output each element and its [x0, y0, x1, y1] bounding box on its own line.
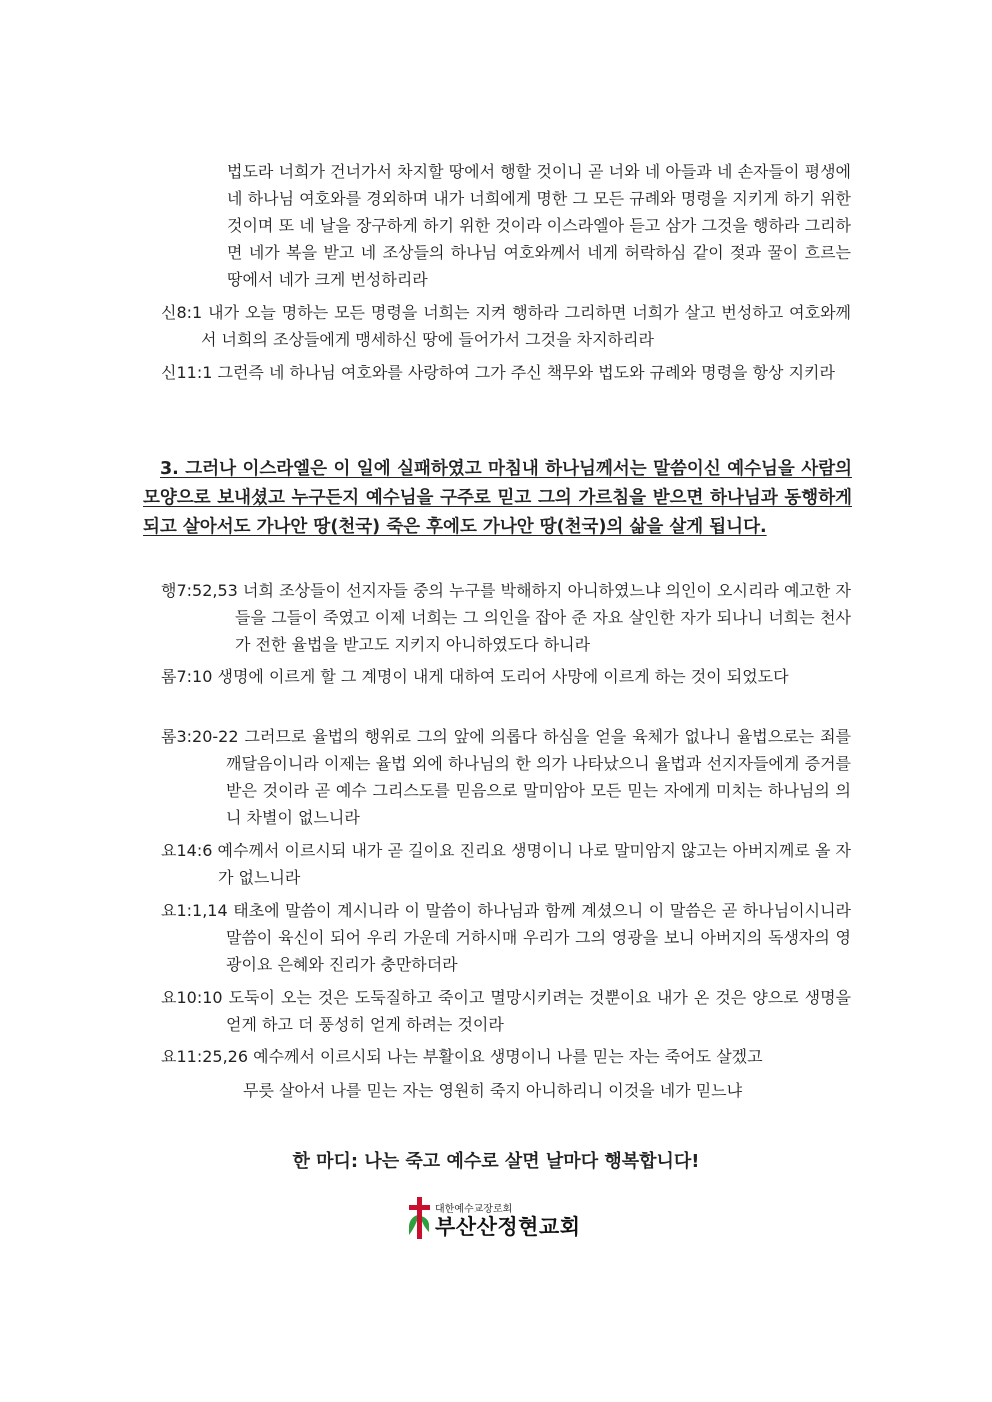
verse-ref: 롬7:10	[161, 667, 213, 686]
verse-ref: 요10:10	[161, 988, 223, 1007]
verse-text: 태초에 말씀이 계시니라 이 말씀이 하나님과 함께 계셨으니 이 말씀은 곧 하나님이시니라 말씀이 육신이 되어 우리 가운데 거하시매 우리가 그의 영광을 보니 아버지의 독생자의 영광이요 은혜와 진리가 충만하더라	[226, 901, 851, 974]
verse-ref: 요11:25,26	[161, 1047, 249, 1066]
verse-text: 예수께서 이르시되 내가 곧 길이요 진리요 생명이니 나로 말미암지 않고는 아버지께로 올 자가 없느니라	[217, 841, 851, 887]
verse-text: 생명에 이르게 할 그 계명이 내게 대하여 도리어 사망에 이르게 하는 것이 되었도다	[217, 667, 789, 686]
verse-john-10-10	[161, 984, 851, 1038]
verse-text: 도둑이 오는 것은 도둑질하고 죽이고 멸망시키려는 것뿐이요 내가 온 것은 양으로 생명을 얻게 하고 더 풍성히 얻게 하려는 것이라	[226, 988, 851, 1034]
verse-ref: 행7:52,53	[161, 581, 238, 600]
verse-john-1-1	[161, 897, 851, 978]
verse-acts-7-52	[161, 577, 851, 658]
verse-ref: 요1:1,14	[161, 901, 228, 920]
continuation-paragraph: 법도라 너희가 건너가서 차지할 땅에서 행할 것이니 곧 너와 네 아들과 네 손자들이 평생에 네 하나님 여호와를 경외하며 내가 너희에게 명한 그 모든 규례와 명령을 지키게 하기 위한 것이며 또 네 날을 장구하게 하기 위한 것이라 이스라엘아 듣고 삼가 그것을 행하라 그리하면 네가 복을 받고 네 조상들의 하나님 여호와께서 네게 허락하심 같이 젖과 꿀이 흐르는 땅에서 네가 크게 번성하리라	[227, 162, 851, 289]
logo-church-name: 부산산정현교회	[435, 1215, 581, 1239]
verse-ref: 요14:6	[161, 841, 213, 860]
verse-text: 예수께서 이르시되 나는 부활이요 생명이니 나를 믿는 자는 죽어도 살겠고	[253, 1047, 763, 1066]
verse-ref: 신8:1	[161, 303, 203, 322]
verse-text: 그런즉 네 하나님 여호와를 사랑하여 그가 주신 책무와 법도와 규례와 명령을 항상 지키라	[217, 363, 835, 382]
verse-deut-8-1	[161, 299, 851, 353]
verse-john-11-26-line: 무릇 살아서 나를 믿는 자는 영원히 죽지 아니하리니 이것을 네가 믿느냐	[243, 1081, 743, 1100]
verse-john-11-25	[161, 1043, 851, 1070]
church-logo	[405, 1195, 605, 1243]
cross-leaf-icon	[405, 1197, 433, 1241]
verse-rom-7-10	[161, 663, 851, 690]
verse-rom-3-20	[161, 723, 851, 831]
verse-ref: 신11:1	[161, 363, 213, 382]
verse-text: 너희 조상들이 선지자들 중의 누구를 박해하지 아니하였느냐 의인이 오시리라 예고한 자들을 그들이 죽였고 이제 너희는 그 의인을 잡아 준 자요 살인한 자가 되나니 너희는 천사가 전한 율법을 받고도 지키지 아니하였도다 하니라	[235, 581, 852, 654]
logo-denomination: 대한예수교장로회	[435, 1204, 513, 1215]
verse-ref: 롬3:20-22	[161, 727, 239, 746]
verse-text: 그러므로 율법의 행위로 그의 앞에 의롭다 하심을 얻을 육체가 없나니 율법으로는 죄를 깨달음이니라 이제는 율법 외에 하나님의 한 의가 나타났으니 율법과 선지자들에게 증거를 받은 것이라 곧 예수 그리스도를 믿음으로 말미암아 모든 믿는 자에게 미치는 하나님의 의니 차별이 없느니라	[226, 727, 852, 827]
verse-text: 내가 오늘 명하는 모든 명령을 너희는 지켜 행하라 그리하면 너희가 살고 번성하고 여호와께서 너희의 조상들에게 맹세하신 땅에 들어가서 그것을 차지하리라	[201, 303, 851, 349]
closing-statement: 한 마디: 나는 죽고 예수로 살면 날마다 행복합니다!	[292, 1151, 700, 1172]
section-heading: 3. 그러나 이스라엘은 이 일에 실패하였고 마침내 하나님께서는 말씀이신 예수님을 사람의 모양으로 보내셨고 누구든지 예수님을 구주로 믿고 그의 가르침을 받으면 하나님과 동행하게 되고 살아서도 가나안 땅(천국) 죽은 후에도 가나안 땅(천국)의 삶을 살게 됩니다.	[143, 459, 852, 537]
verse-john-14-6	[161, 837, 851, 891]
verse-deut-11-1	[161, 359, 851, 386]
